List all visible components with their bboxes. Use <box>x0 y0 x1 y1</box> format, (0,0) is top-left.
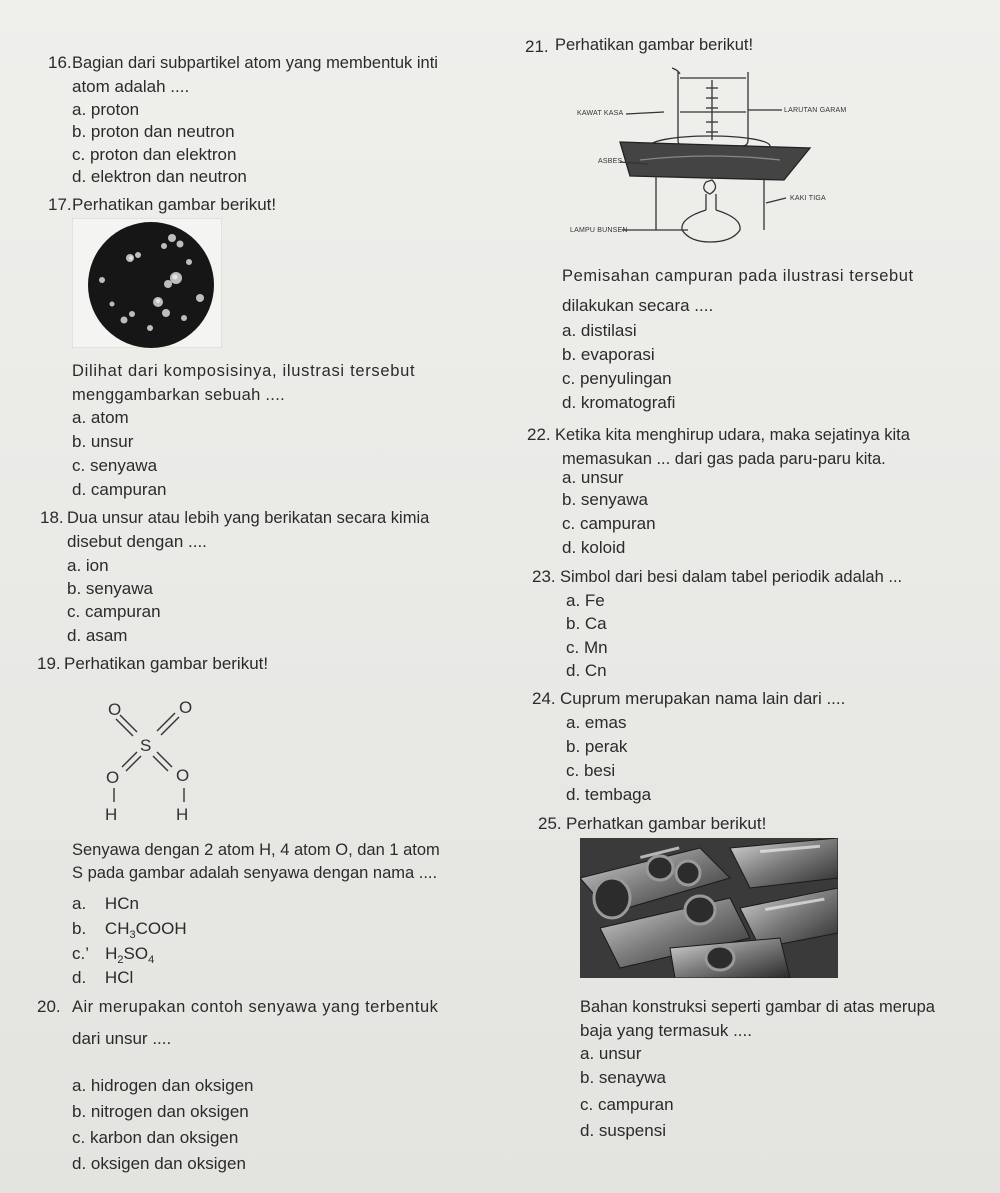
atom-s: S <box>140 736 152 755</box>
q25-after-line2: baja yang termasuk .... <box>580 1021 752 1040</box>
q19-after-line2: S pada gambar adalah senyawa dengan nama .... <box>72 864 438 882</box>
steel-pipes-photo <box>580 838 838 978</box>
q22-stem-line2: memasukan ... dari gas pada paru-paru kita. <box>562 450 886 468</box>
q21-option-d[interactable]: d. kromatografi <box>562 393 676 412</box>
q19-option-a[interactable] <box>72 894 139 914</box>
q18-stem-line2: disebut dengan .... <box>67 532 207 551</box>
q18-option-a[interactable]: a. ion <box>67 556 109 575</box>
label-kaki-tiga: KAKI TIGA <box>790 195 826 202</box>
q25-number: 25. <box>538 814 562 833</box>
particle-illustration <box>72 218 222 348</box>
q20-option-d[interactable]: d. oksigen dan oksigen <box>72 1154 246 1173</box>
q24-number: 24. <box>532 689 556 708</box>
q20-stem-line2: dari unsur .... <box>72 1029 172 1048</box>
q18-stem-line1: Dua unsur atau lebih yang berikatan secara kimia <box>67 509 430 527</box>
q23-option-d[interactable]: d. Cn <box>566 661 607 680</box>
q19-number: 19. <box>37 654 61 673</box>
q23-option-b[interactable]: b. Ca <box>566 614 607 633</box>
q23-option-c[interactable]: c. Mn <box>566 638 608 657</box>
q22-stem-line1: Ketika kita menghirup udara, maka sejatinya kita <box>555 426 910 444</box>
q22-option-b[interactable]: b. senyawa <box>562 490 648 509</box>
atom-o-top-right: O <box>179 698 193 717</box>
q22-number: 22. <box>527 425 551 444</box>
q16-option-c[interactable]: c. proton dan elektron <box>72 145 237 164</box>
q17-stem: Perhatikan gambar berikut! <box>72 195 277 214</box>
q24-option-a[interactable]: a. emas <box>566 713 627 732</box>
atom-o-bottom-left: O <box>106 768 120 787</box>
q25-option-d[interactable]: d. suspensi <box>580 1121 666 1140</box>
q22-option-a[interactable]: a. unsur <box>562 468 624 487</box>
q19-option-a-label: a. <box>72 894 87 913</box>
q18-option-d[interactable]: d. asam <box>67 626 128 645</box>
q16-number: 16. <box>48 53 72 72</box>
q25-stem: Perhatkan gambar berikut! <box>566 814 767 833</box>
q21-option-c[interactable]: c. penyulingan <box>562 369 672 388</box>
q25-after-line1: Bahan konstruksi seperti gambar di atas merupa <box>580 998 935 1016</box>
q19-after-line1: Senyawa dengan 2 atom H, 4 atom O, dan 1 atom <box>72 841 440 859</box>
q21-number: 21. <box>525 37 549 56</box>
q18-option-c[interactable]: c. campuran <box>67 602 161 621</box>
q21-option-b[interactable]: b. evaporasi <box>562 345 655 364</box>
q16-option-a[interactable]: a. proton <box>72 100 140 119</box>
label-lampu-bunsen: LAMPU BUNSEN <box>570 227 628 234</box>
q19-option-b-label: b. <box>72 919 87 938</box>
q19-option-c-formula: $H_2SO_4$ <box>105 944 155 966</box>
atom-h-right: H <box>176 805 189 824</box>
q25-option-b[interactable]: b. senaywa <box>580 1068 666 1087</box>
q22-option-c[interactable]: c. campuran <box>562 514 656 533</box>
q23-option-a[interactable]: a. Fe <box>566 591 605 610</box>
q17-option-d[interactable]: d. campuran <box>72 480 167 499</box>
q20-option-c[interactable]: c. karbon dan oksigen <box>72 1128 239 1147</box>
q24-option-c[interactable]: c. besi <box>566 761 616 780</box>
q17-number: 17. <box>48 195 72 214</box>
q19-option-c-label: c.’ <box>72 944 89 963</box>
q21-option-a[interactable]: a. distilasi <box>562 321 637 340</box>
q16-option-d[interactable]: d. elektron dan neutron <box>72 167 247 186</box>
q20-stem-line1: Air merupakan contoh senyawa yang terbentuk <box>72 998 439 1016</box>
q21-after-line2: dilakukan secara .... <box>562 296 714 315</box>
q19-option-a-formula: HCn <box>104 894 139 913</box>
atom-h-left: H <box>105 805 118 824</box>
q16-option-b[interactable]: b. proton dan neutron <box>72 122 235 141</box>
q19-stem: Perhatikan gambar berikut! <box>64 654 269 673</box>
q18-number: 18. <box>40 508 64 527</box>
q19-option-d-label: d. <box>72 968 87 987</box>
q17-option-c[interactable]: c. senyawa <box>72 456 158 475</box>
atom-o-top-left: O <box>108 700 122 719</box>
q25-option-a[interactable]: a. unsur <box>580 1044 642 1063</box>
q24-option-d[interactable]: d. tembaga <box>566 785 652 804</box>
q25-option-c[interactable]: c. campuran <box>580 1095 674 1114</box>
q19-option-b[interactable] <box>72 919 187 945</box>
q19-option-c[interactable] <box>72 944 154 970</box>
q20-option-a[interactable]: a. hidrogen dan oksigen <box>72 1076 254 1095</box>
label-asbes: ASBES <box>598 158 623 165</box>
q16-stem-line2: atom adalah .... <box>72 77 190 96</box>
q19-option-d[interactable] <box>72 968 133 988</box>
q17-after-line2: menggambarkan sebuah .... <box>72 386 285 404</box>
q17-option-a[interactable]: a. atom <box>72 408 129 427</box>
q19-option-d-formula: HCl <box>104 968 134 987</box>
q24-stem: Cuprum merupakan nama lain dari .... <box>560 689 846 708</box>
atom-o-bottom-right: O <box>176 766 190 785</box>
q20-option-b[interactable]: b. nitrogen dan oksigen <box>72 1102 249 1121</box>
q18-option-b[interactable]: b. senyawa <box>67 579 153 598</box>
q21-after-line1: Pemisahan campuran pada ilustrasi tersebut <box>562 267 914 285</box>
q17-option-b[interactable]: b. unsur <box>72 432 134 451</box>
q16-stem-line1: Bagian dari subpartikel atom yang membentuk inti <box>72 54 438 72</box>
q17-after-line1: Dilihat dari komposisinya, ilustrasi tersebut <box>72 362 416 380</box>
q20-number: 20. <box>37 997 61 1016</box>
q21-stem: Perhatikan gambar berikut! <box>555 36 754 54</box>
q23-number: 23. <box>532 567 556 586</box>
q23-stem: Simbol dari besi dalam tabel periodik adalah ... <box>560 568 903 586</box>
q19-option-b-formula: $CH_3COOH$ <box>104 919 187 941</box>
label-kawat-kasa: KAWAT KASA <box>577 110 624 117</box>
q22-option-d[interactable]: d. koloid <box>562 538 626 557</box>
label-larutan-garam: LARUTAN GARAM <box>784 107 847 114</box>
q24-option-b[interactable]: b. perak <box>566 737 628 756</box>
